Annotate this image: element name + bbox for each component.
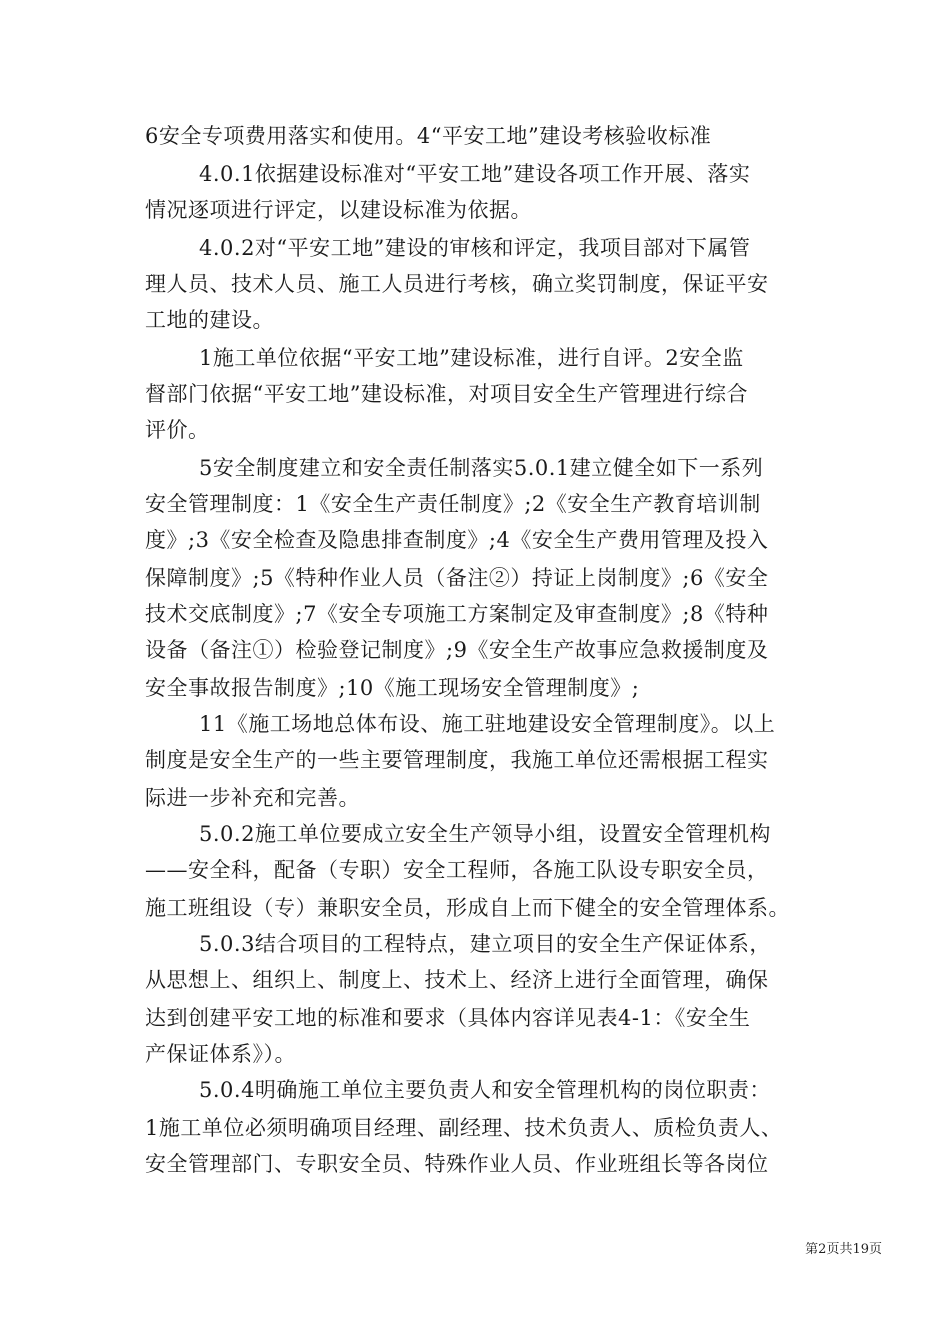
text-line: 度》;3《安全检查及隐患排查制度》;4《安全生产费用管理及投入 [145, 528, 769, 552]
text-line: 6安全专项费用落实和使用。4“平安工地”建设考核验收标准 [145, 124, 712, 148]
text-line: 情况逐项进行评定，以建设标准为依据。 [145, 198, 532, 222]
text-line: 设备（备注①）检验登记制度》;9《安全生产故事应急救援制度及 [145, 638, 769, 662]
text-line: 保障制度》;5《特种作业人员（备注②）持证上岗制度》;6《安全 [145, 566, 769, 590]
text-line: 理人员、技术人员、施工人员进行考核，确立奖罚制度，保证平安 [145, 272, 769, 296]
text-line: 工地的建设。 [145, 308, 274, 332]
text-line: 安全管理制度：1《安全生产责任制度》;2《安全生产教育培训制 [145, 492, 761, 516]
text-line: 4.0.1依据建设标准对“平安工地”建设各项工作开展、落实 [199, 162, 751, 186]
text-line: 产保证体系》）。 [145, 1042, 296, 1066]
text-line: 1施工单位必须明确项目经理、副经理、技术负责人、质检负责人、 [145, 1116, 783, 1140]
text-line: 1施工单位依据“平安工地”建设标准，进行自评。2安全监 [199, 346, 744, 370]
text-line: 11《施工场地总体布设、施工驻地建设安全管理制度》。以上 [199, 712, 776, 736]
text-line: 5安全制度建立和安全责任制落实5.0.1建立健全如下一系列 [199, 456, 764, 480]
text-line: 5.0.2施工单位要成立安全生产领导小组，设置安全管理机构 [199, 822, 771, 846]
text-line: 安全管理部门、专职安全员、特殊作业人员、作业班组长等各岗位 [145, 1152, 769, 1176]
text-line: 技术交底制度》;7《安全专项施工方案制定及审查制度》;8《特种 [145, 602, 769, 626]
text-line: 施工班组设（专）兼职安全员，形成自上而下健全的安全管理体系。 [145, 896, 790, 920]
text-line: 督部门依据“平安工地”建设标准，对项目安全生产管理进行综合 [145, 382, 748, 406]
text-line: 达到创建平安工地的标准和要求（具体内容详见表4-1：《安全生 [145, 1006, 751, 1030]
text-line: 5.0.4明确施工单位主要负责人和安全管理机构的岗位职责： [199, 1078, 771, 1102]
text-line: 从思想上、组织上、制度上、技术上、经济上进行全面管理，确保 [145, 968, 769, 992]
text-line: 安全事故报告制度》;10《施工现场安全管理制度》; [145, 676, 640, 700]
text-line: 际进一步补充和完善。 [145, 786, 360, 810]
text-line: 4.0.2对“平安工地”建设的审核和评定，我项目部对下属管 [199, 236, 751, 260]
text-line: 5.0.3结合项目的工程特点，建立项目的安全生产保证体系， [199, 932, 771, 956]
page-number: 第2页共19页 [805, 1242, 882, 1257]
text-line: ——安全科，配备（专职）安全工程师，各施工队设专职安全员， [145, 858, 769, 882]
text-line: 评价。 [145, 418, 210, 442]
text-line: 制度是安全生产的一些主要管理制度，我施工单位还需根据工程实 [145, 748, 769, 772]
